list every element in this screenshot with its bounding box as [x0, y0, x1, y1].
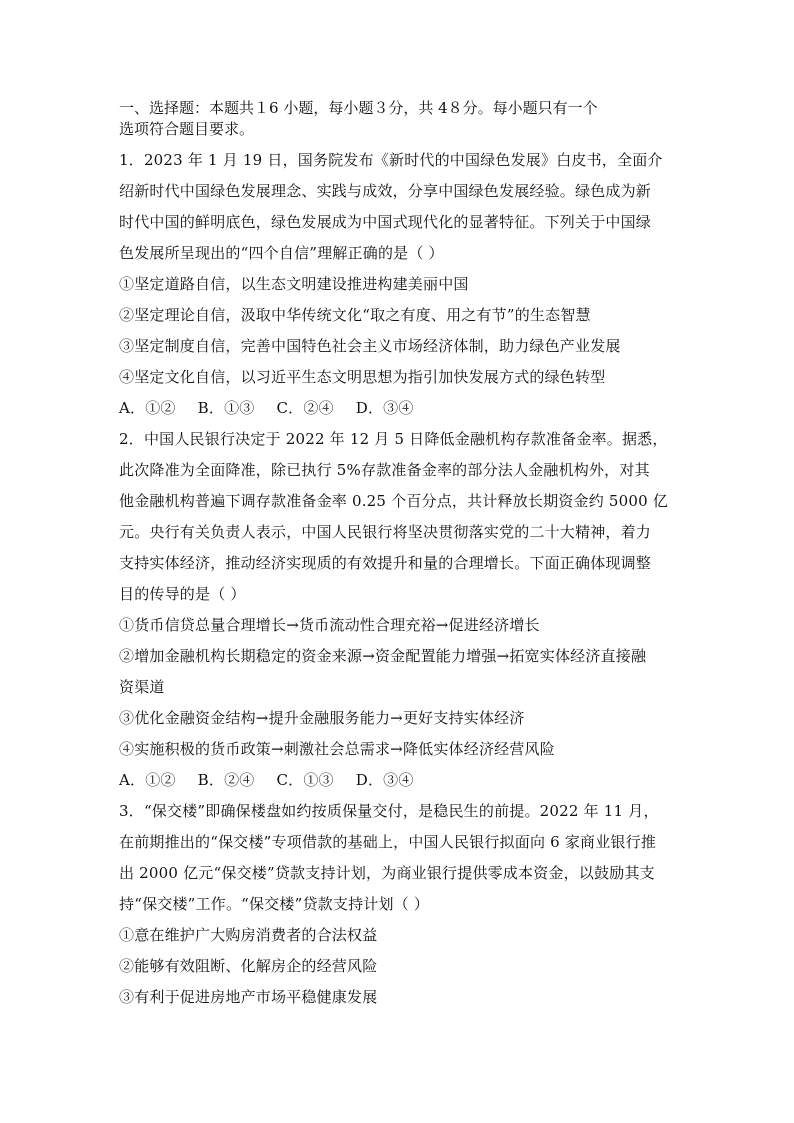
- question-stem-line: 他金融机构普遍下调存款准备金率 0.25 个百分点，共计释放长期资金约 5000 亿: [119, 492, 669, 510]
- question-stem-line: 绍新时代中国绿色发展理念、实践与成效，分享中国绿色发展经验。绿色成为新: [119, 182, 652, 200]
- answer-options: [119, 765, 679, 796]
- statement-3: ③优化金融资金结构→提升金融服务能力→更好支持实体经济: [119, 709, 525, 727]
- statement-2: ②增加金融机构长期稳定的资金来源→资金配置能力增强→拓宽实体经济直接融: [119, 647, 647, 665]
- question-1: [119, 145, 679, 424]
- option-c: C．②④: [276, 399, 334, 417]
- statement-1: ①货币信贷总量合理增长→货币流动性合理充裕→促进经济增长: [119, 616, 540, 634]
- statement-4: ④坚定文化自信，以习近平生态文明思想为指引加快发展方式的绿色转型: [119, 368, 606, 386]
- option-d: D．③④: [355, 399, 414, 417]
- option-b: B．①③: [197, 399, 255, 417]
- option-a: A．①②: [119, 399, 176, 417]
- section-heading-line-1: 一、选择题：本题共１6 小题，每小题３分，共 4８分。每小题只有一个: [119, 99, 598, 117]
- exam-page: [119, 98, 679, 1013]
- question-stem-line: 目的传导的是（ ）: [119, 585, 246, 603]
- option-b: B．②④: [197, 771, 255, 789]
- question-stem-line: 出 2000 亿元“保交楼”贷款支持计划，为商业银行提供零成本资金，以鼓励其支: [119, 864, 655, 882]
- question-stem-line: 此次降准为全面降准，除已执行 5%存款准备金率的部分法人金融机构外，对其: [119, 461, 650, 479]
- question-stem-line: 1．2023 年 1 月 19 日，国务院发布《新时代的中国绿色发展》白皮书，全面介: [119, 151, 663, 169]
- statement-1: ①坚定道路自信，以生态文明建设推进构建美丽中国: [119, 275, 469, 293]
- question-3: [119, 796, 679, 1013]
- option-a: A．①②: [119, 771, 176, 789]
- answer-options: [119, 393, 679, 424]
- question-stem-line: 支持实体经济，推动经济实现质的有效提升和量的合理增长。下面正确体现调整: [119, 554, 652, 572]
- option-d: D．③④: [355, 771, 414, 789]
- statement-2: ②能够有效阻断、化解房企的经营风险: [119, 957, 378, 975]
- option-c: C．①③: [276, 771, 334, 789]
- statement-4: ④实施积极的货币政策→刺激社会总需求→降低实体经济经营风险: [119, 740, 555, 758]
- statement-2-continued: 资渠道: [119, 678, 165, 696]
- question-stem-line: 持“保交楼”工作。“保交楼”贷款支持计划（ ）: [119, 895, 430, 913]
- question-2: [119, 424, 679, 796]
- question-stem-line: 元。央行有关负责人表示，中国人民银行将坚决贯彻落实党的二十大精神，着力: [119, 523, 652, 541]
- statement-2: ②坚定理论自信，汲取中华传统文化“取之有度、用之有节”的生态智慧: [119, 306, 591, 324]
- section-heading-line-2: 选项符合题目要求。: [119, 120, 255, 138]
- statement-3: ③有利于促进房地产市场平稳健康发展: [119, 988, 378, 1006]
- statement-1: ①意在维护广大购房消费者的合法权益: [119, 926, 378, 944]
- question-stem-line: 在前期推出的“保交楼”专项借款的基础上，中国人民银行拟面向 6 家商业银行推: [119, 833, 657, 851]
- question-stem-line: 3．“保交楼”即确保楼盘如约按质保量交付，是稳民生的前提。2022 年 11 月，: [119, 802, 659, 820]
- statement-3: ③坚定制度自信，完善中国特色社会主义市场经济体制，助力绿色产业发展: [119, 337, 621, 355]
- question-stem-line: 色发展所呈现出的“四个自信”理解正确的是（ ）: [119, 244, 444, 262]
- question-stem-line: 2．中国人民银行决定于 2022 年 12 月 5 日降低金融机构存款准备金率。据悉，: [119, 430, 668, 448]
- question-stem-line: 时代中国的鲜明底色，绿色发展成为中国式现代化的显著特征。下列关于中国绿: [119, 213, 652, 231]
